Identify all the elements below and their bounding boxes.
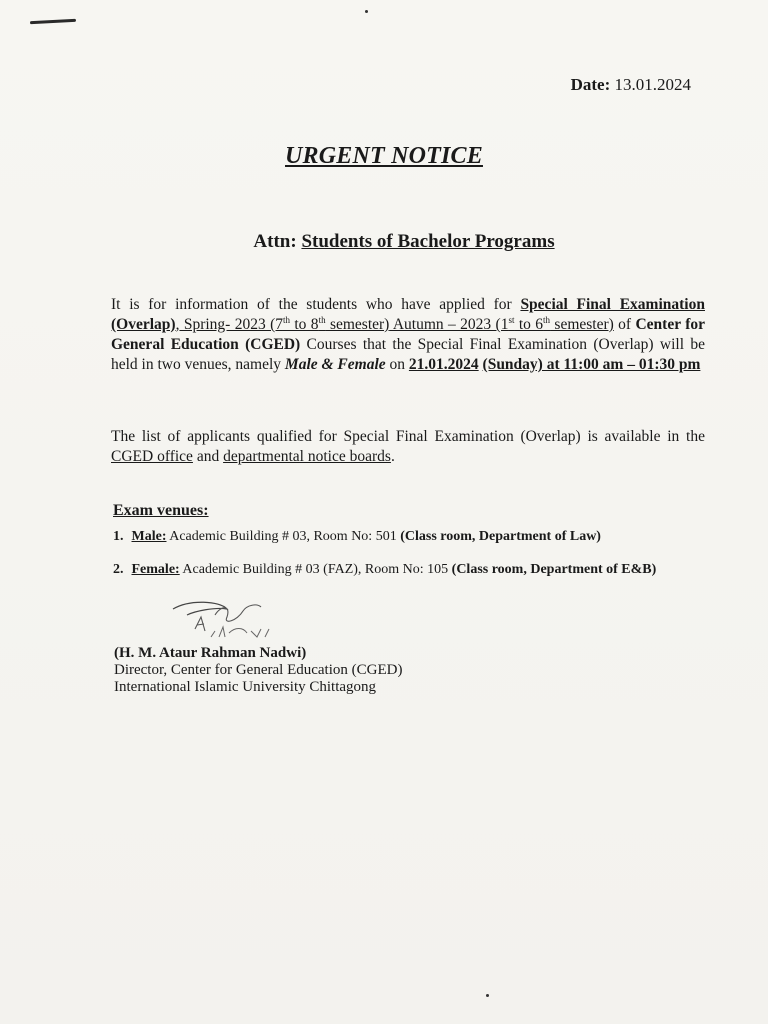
venue-room: (Class room, Department of E&B) [451,562,657,577]
venue-groups: Male & Female [284,356,386,373]
text: and [192,448,224,465]
scan-dot [365,10,368,13]
venue-item-female [113,562,656,578]
venue-label: Male: [131,529,167,544]
center-name: Center for General Education (CGED) [111,316,705,353]
signatory-org: International Islamic University Chittagong [114,679,377,695]
exam-date: 21.01.2024 [408,356,479,373]
venue-item-male [113,529,601,545]
signatory-title: Director, Center for General Education (CGED) [114,662,403,678]
signatory-block [114,645,402,696]
venue-number: 1. [113,529,124,544]
notice-title: URGENT NOTICE [285,143,483,169]
text: of [613,316,636,333]
venue-text: Academic Building # 03, Room No: 501 [166,529,401,544]
autumn-term: Autumn – 2023 (1st to 6th semester) [389,314,614,333]
venue-label: Female: [131,562,180,577]
signatory-name: (H. M. Ataur Rahman Nadwi) [114,645,307,661]
handwritten-signature [165,597,285,647]
date-value: 13.01.2024 [614,75,691,94]
exam-venues-heading: Exam venues: [113,502,209,519]
text: Courses that the Special Final Examination (Overlap) will be held in two venues, namely [111,336,706,373]
text: It is for information of the students who have applied for [111,296,521,313]
attention-line [0,231,768,253]
text: The list of applicants qualified for Special Final Examination (Overlap) is available in the [111,428,705,445]
exam-time: (Sunday) at 11:00 am – 01:30 pm [482,356,701,373]
text: . [390,448,395,465]
attn-label: Attn: [253,231,297,252]
notice-boards: departmental notice boards [223,448,391,465]
scan-mark [30,19,76,24]
text: on [385,356,409,373]
venue-room: (Class room, Department of Law) [400,529,601,544]
notice-date [571,75,691,95]
cged-office: CGED office [111,448,193,465]
notice-paragraph-2 [111,427,705,467]
notice-paragraph-1 [111,295,705,375]
date-label: Date: [570,75,611,94]
venue-text: Academic Building # 03 (FAZ), Room No: 105 [179,562,452,577]
exam-name: Special Final Examination (Overlap) [111,296,705,333]
text: , [175,316,180,333]
attn-value: Students of Bachelor Programs [301,231,555,252]
scan-dot [486,994,489,997]
venue-number: 2. [113,562,124,577]
spring-term: Spring- 2023 (7th to 8th semester) [179,314,390,333]
